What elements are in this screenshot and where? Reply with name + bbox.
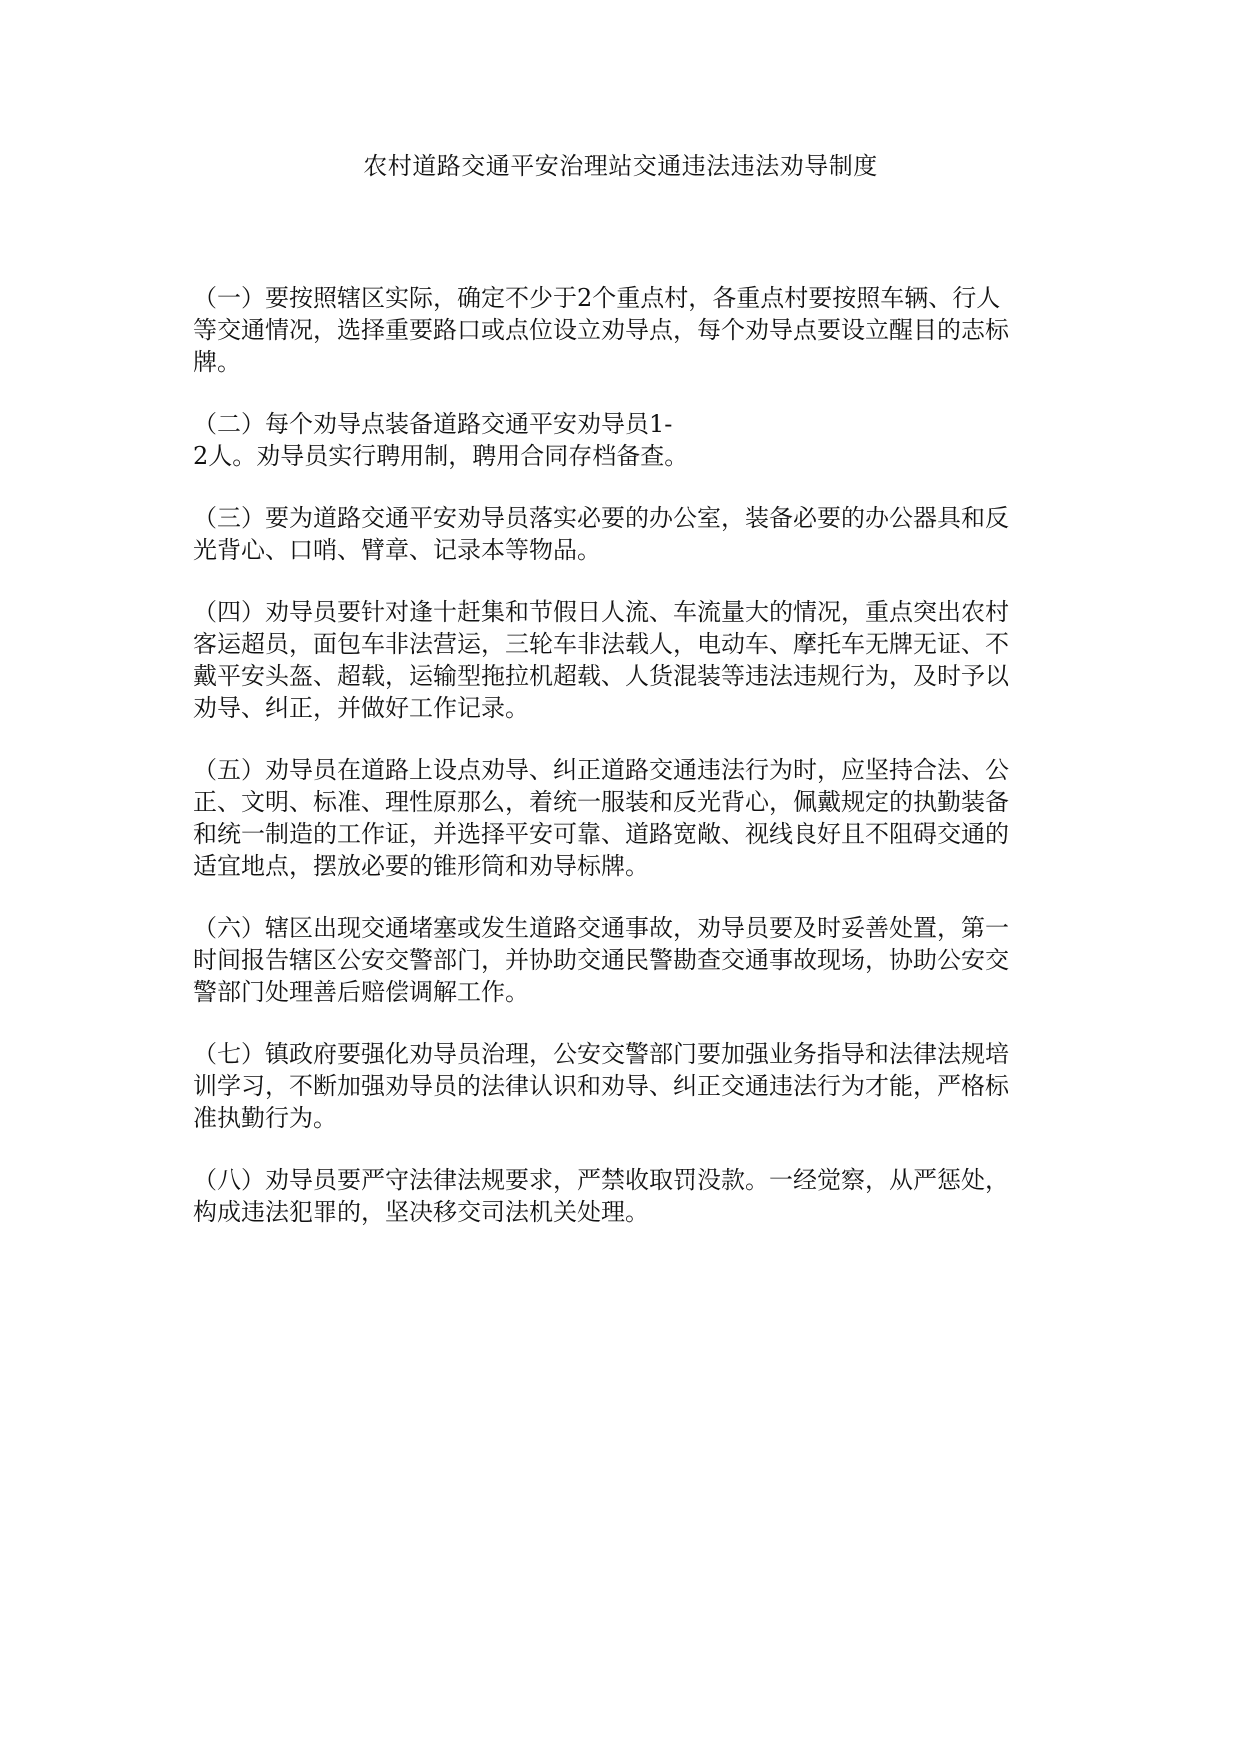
paragraph-line: （三）要为道路交通平安劝导员落实必要的办公室，装备必要的办公器具和反 (193, 504, 1009, 532)
paragraph-line: （一）要按照辖区实际，确定不少于2个重点村，各重点村要按照车辆、行人 (193, 284, 1001, 312)
document-body (193, 282, 1048, 1258)
paragraph-8 (193, 1164, 1048, 1228)
paragraph-line: 2人。劝导员实行聘用制，聘用合同存档备查。 (193, 442, 689, 470)
paragraph-line: （六）辖区出现交通堵塞或发生道路交通事故，劝导员要及时妥善处置，第一 (193, 914, 1009, 942)
paragraph-6 (193, 912, 1048, 1008)
paragraph-1 (193, 282, 1048, 378)
paragraph-line: （七）镇政府要强化劝导员治理，公安交警部门要加强业务指导和法律法规培 (193, 1040, 1009, 1068)
paragraph-line: 训学习，不断加强劝导员的法律认识和劝导、纠正交通违法行为才能，严格标 (193, 1072, 1009, 1100)
paragraph-line: 构成违法犯罪的，坚决移交司法机关处理。 (193, 1198, 649, 1226)
paragraph-line: 牌。 (193, 348, 241, 376)
paragraph-4 (193, 596, 1048, 724)
paragraph-line: 客运超员，面包车非法营运，三轮车非法载人，电动车、摩托车无牌无证、不 (193, 630, 1009, 658)
paragraph-line: 和统一制造的工作证，并选择平安可靠、道路宽敞、视线良好且不阻碍交通的 (193, 820, 1009, 848)
paragraph-7 (193, 1038, 1048, 1134)
paragraph-line: （八）劝导员要严守法律法规要求，严禁收取罚没款。一经觉察，从严惩处， (193, 1166, 1009, 1194)
paragraph-line: 正、文明、标准、理性原那么，着统一服装和反光背心，佩戴规定的执勤装备 (193, 788, 1009, 816)
paragraph-3 (193, 502, 1048, 566)
paragraph-line: 准执勤行为。 (193, 1104, 337, 1132)
paragraph-line: 等交通情况，选择重要路口或点位设立劝导点，每个劝导点要设立醒目的志标 (193, 316, 1009, 344)
paragraph-5 (193, 754, 1048, 882)
paragraph-line: （二）每个劝导点装备道路交通平安劝导员1- (193, 410, 673, 438)
document-title: 农村道路交通平安治理站交通违法违法劝导制度 (363, 152, 878, 180)
paragraph-line: 光背心、口哨、臂章、记录本等物品。 (193, 536, 601, 564)
paragraph-line: 戴平安头盔、超载，运输型拖拉机超载、人货混装等违法违规行为，及时予以 (193, 662, 1009, 690)
paragraph-line: 劝导、纠正，并做好工作记录。 (193, 694, 529, 722)
paragraph-line: 时间报告辖区公安交警部门，并协助交通民警勘查交通事故现场，协助公安交 (193, 946, 1009, 974)
paragraph-line: 适宜地点，摆放必要的锥形筒和劝导标牌。 (193, 852, 649, 880)
paragraph-line: （四）劝导员要针对逢十赶集和节假日人流、车流量大的情况，重点突出农村 (193, 598, 1009, 626)
paragraph-2 (193, 408, 1048, 472)
paragraph-line: 警部门处理善后赔偿调解工作。 (193, 978, 529, 1006)
paragraph-line: （五）劝导员在道路上设点劝导、纠正道路交通违法行为时，应坚持合法、公 (193, 756, 1009, 784)
